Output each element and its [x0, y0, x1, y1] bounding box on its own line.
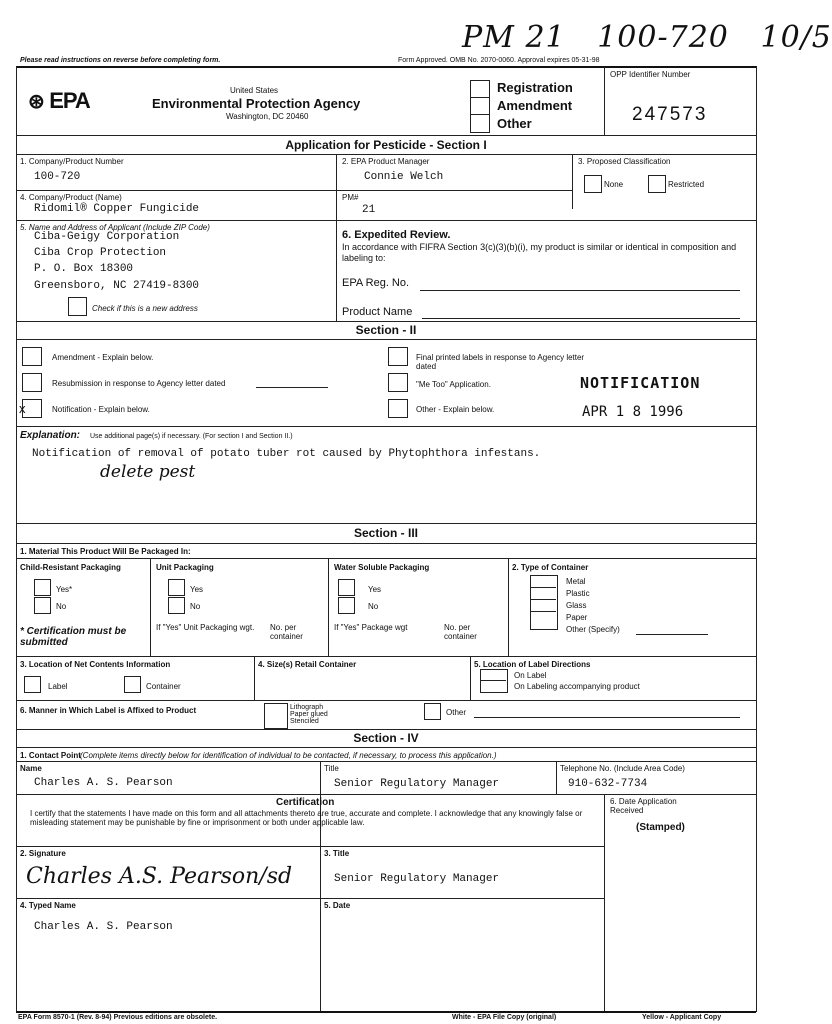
affix-lithograph: Lithograph [290, 704, 324, 711]
signature[interactable]: Charles A.S. Pearson/sd [26, 864, 293, 889]
company-product-number[interactable]: 100-720 [34, 171, 81, 183]
address-line-3[interactable]: P. O. Box 18300 [34, 263, 134, 275]
stamped-label: (Stamped) [636, 822, 685, 833]
container-type-label: 2. Type of Container [512, 563, 589, 572]
certification-must-note: * Certification must be submitted [20, 626, 127, 648]
water-soluble-weight-label: If "Yes" Package wgt [334, 623, 408, 632]
section-4-title: Section - IV [353, 731, 419, 745]
water-soluble-no-checkbox[interactable] [338, 597, 355, 614]
epa-seal-icon: ⊛ [28, 91, 45, 113]
on-labeling-option: On Labeling accompanying product [514, 682, 640, 691]
water-soluble-no: No [368, 602, 379, 611]
type-amendment: Amendment [497, 98, 573, 113]
title2[interactable]: Senior Regulatory Manager [334, 873, 500, 885]
address-line-1[interactable]: Ciba-Geigy Corporation [34, 231, 180, 243]
classification-restricted-checkbox[interactable] [648, 175, 666, 193]
telephone[interactable]: 910-632-7734 [568, 778, 648, 790]
container-plastic: Plastic [566, 589, 590, 598]
container-paper: Paper [566, 613, 588, 622]
classification-restricted: Restricted [668, 180, 705, 189]
contact-point-note: (Complete items directly below for identification of individual to be contacted, if necessary, to process this application.) [80, 751, 497, 760]
notification-stamp: NOTIFICATION [580, 374, 701, 392]
on-label-option: On Label [514, 671, 547, 680]
notification-label: Notification - Explain below. [52, 405, 150, 414]
white-copy-note: White - EPA File Copy (original) [452, 1014, 557, 1021]
resubmission-checkbox[interactable] [22, 373, 42, 392]
title2-label: 3. Title [324, 849, 350, 858]
expedited-product-name-label: Product Name [342, 306, 413, 318]
form-number: EPA Form 8570-1 (Rev. 8-94) Previous editions are obsolete. [18, 1014, 218, 1021]
agency-name: Environmental Protection Agency [152, 96, 361, 111]
address-label: 5. Name and Address of Applicant (Include ZIP Code) [20, 223, 210, 232]
agency-city: Washington, DC 20460 [226, 112, 309, 121]
child-resistant-yes-checkbox[interactable] [34, 579, 51, 596]
handwritten-header: PM 21 100-720 10/5 [462, 20, 832, 55]
section-1-title: Application for Pesticide - Section I [285, 138, 487, 152]
other-explain-checkbox[interactable] [388, 399, 408, 418]
contact-name[interactable]: Charles A. S. Pearson [34, 777, 173, 789]
product-manager[interactable]: Connie Welch [364, 171, 444, 183]
label-directions-label: 5. Location of Label Directions [474, 660, 591, 669]
explanation-label: Explanation: [20, 430, 81, 441]
form-approved: Form Approved. OMB No. 2070-0060. Approval expires 05-31-98 [398, 57, 600, 64]
expedited-text: In accordance with FIFRA Section 3(c)(3)(b)(i), my product is similar or identical in composition and labeling to: [342, 242, 737, 263]
product-manager-label: 2. EPA Product Manager [342, 157, 430, 166]
handwritten-note: delete pest [100, 462, 196, 482]
epa-logo: ⊛ EPA [28, 88, 90, 113]
unit-packaging-label: Unit Packaging [156, 563, 214, 572]
explanation-note: Use additional page(s) if necessary. (For section I and Section II.) [90, 433, 293, 440]
contact-name-label: Name [20, 764, 42, 773]
certification-text: I certify that the statements I have made on this form and all attachments thereto are true, accurate and complete. I acknowledge that any knowingly false or misleading statement may be punishable by fine or imprisonment or both under applicable law. [30, 809, 583, 827]
yellow-copy-note: Yellow - Applicant Copy [642, 1014, 722, 1021]
new-address-label: Check if this is a new address [92, 304, 198, 313]
contact-title-label: Title [324, 764, 339, 773]
net-contents-label: 3. Location of Net Contents Information [20, 660, 171, 669]
amendment-explain-checkbox[interactable] [22, 347, 42, 366]
pm-number-label: PM# [342, 193, 359, 202]
net-contents-container-checkbox[interactable] [124, 676, 141, 693]
net-contents-container-option: Container [146, 682, 181, 691]
affix-stenciled: Stenciled [290, 718, 319, 725]
container-glass: Glass [566, 601, 587, 610]
type-other: Other [497, 116, 532, 131]
telephone-label: Telephone No. (Include Area Code) [560, 764, 685, 773]
net-contents-label-option: Label [48, 682, 68, 691]
unit-packaging-weight-label: If "Yes" Unit Packaging wgt. [156, 623, 255, 632]
certification-title: Certification [276, 797, 335, 808]
me-too-label: "Me Too" Application. [416, 380, 491, 389]
affix-other-label: Other [446, 708, 467, 717]
unit-packaging-no-checkbox[interactable] [168, 597, 185, 614]
final-labels-label: Final printed labels in response to Agency letter dated [416, 353, 585, 371]
contact-title[interactable]: Senior Regulatory Manager [334, 778, 500, 790]
notification-stamp-date: APR 1 8 1996 [582, 404, 684, 420]
instructions-note: Please read instructions on reverse before completing form. [20, 57, 221, 64]
water-soluble-per-container-label: No. per container [444, 623, 477, 641]
resubmission-label: Resubmission in response to Agency letter dated [52, 379, 226, 388]
other-explain-label: Other - Explain below. [416, 405, 495, 414]
container-metal: Metal [566, 577, 586, 586]
product-name-label: 4. Company/Product (Name) [20, 193, 122, 202]
water-soluble-yes: Yes [368, 585, 382, 594]
typed-name[interactable]: Charles A. S. Pearson [34, 921, 173, 933]
date-label: 5. Date [324, 901, 351, 910]
opp-label: OPP Identifier Number [610, 70, 691, 79]
unit-packaging-no: No [190, 602, 201, 611]
retail-sizes-label: 4. Size(s) Retail Container [258, 660, 357, 669]
product-name[interactable]: Ridomil® Copper Fungicide [34, 203, 200, 215]
unit-packaging-yes: Yes [190, 585, 204, 594]
company-product-number-label: 1. Company/Product Number [20, 157, 124, 166]
affix-other-checkbox[interactable] [424, 703, 441, 720]
unit-packaging-yes-checkbox[interactable] [168, 579, 185, 596]
type-registration: Registration [497, 80, 573, 95]
section-3-title: Section - III [353, 526, 418, 540]
manner-affixed-label: 6. Manner in Which Label is Affixed to Product [20, 706, 197, 715]
address-line-2[interactable]: Ciba Crop Protection [34, 247, 167, 259]
final-labels-checkbox[interactable] [388, 347, 408, 366]
classification-none: None [604, 180, 624, 189]
pm-number[interactable]: 21 [362, 204, 376, 216]
signature-label: 2. Signature [20, 849, 66, 858]
epa-reg-no-label: EPA Reg. No. [342, 277, 410, 289]
agency-country: United States [230, 86, 279, 95]
typed-name-label: 4. Typed Name [20, 901, 76, 910]
label-directions-checkbox-group[interactable] [480, 669, 508, 693]
child-resistant-no-checkbox[interactable] [34, 597, 51, 614]
affix-paper-glued: Paper glued [290, 711, 328, 718]
classification-none-checkbox[interactable] [584, 175, 602, 193]
other-checkbox[interactable] [470, 114, 490, 133]
water-soluble-label: Water Soluble Packaging [334, 563, 430, 572]
explanation-text[interactable]: Notification of removal of potato tuber rot caused by Phytophthora infestans. [32, 448, 541, 460]
affix-method-checkbox-group[interactable] [264, 703, 288, 729]
classification-label: 3. Proposed Classification [578, 157, 671, 166]
child-resistant-yes: Yes* [56, 585, 73, 594]
new-address-checkbox[interactable] [68, 297, 87, 316]
container-other: Other (Specify) [566, 625, 620, 634]
expedited-title: 6. Expedited Review. [342, 229, 451, 241]
address-line-4[interactable]: Greensboro, NC 27419-8300 [34, 280, 200, 292]
notification-check-mark: x [19, 401, 26, 416]
opp-number: 247573 [632, 104, 708, 125]
child-resistant-no: No [56, 602, 67, 611]
container-type-checkbox-group[interactable] [530, 575, 558, 630]
water-soluble-yes-checkbox[interactable] [338, 579, 355, 596]
contact-point-label: 1. Contact Point [20, 751, 81, 760]
net-contents-label-checkbox[interactable] [24, 676, 41, 693]
date-received-label: 6. Date Application Received [610, 797, 677, 815]
me-too-checkbox[interactable] [388, 373, 408, 392]
child-resistant-label: Child-Resistant Packaging [20, 563, 121, 572]
material-label: 1. Material This Product Will Be Packaged In: [20, 547, 191, 556]
unit-packaging-per-container-label: No. per container [270, 623, 303, 641]
amendment-explain-label: Amendment - Explain below. [52, 353, 154, 362]
section-2-title: Section - II [355, 323, 417, 337]
